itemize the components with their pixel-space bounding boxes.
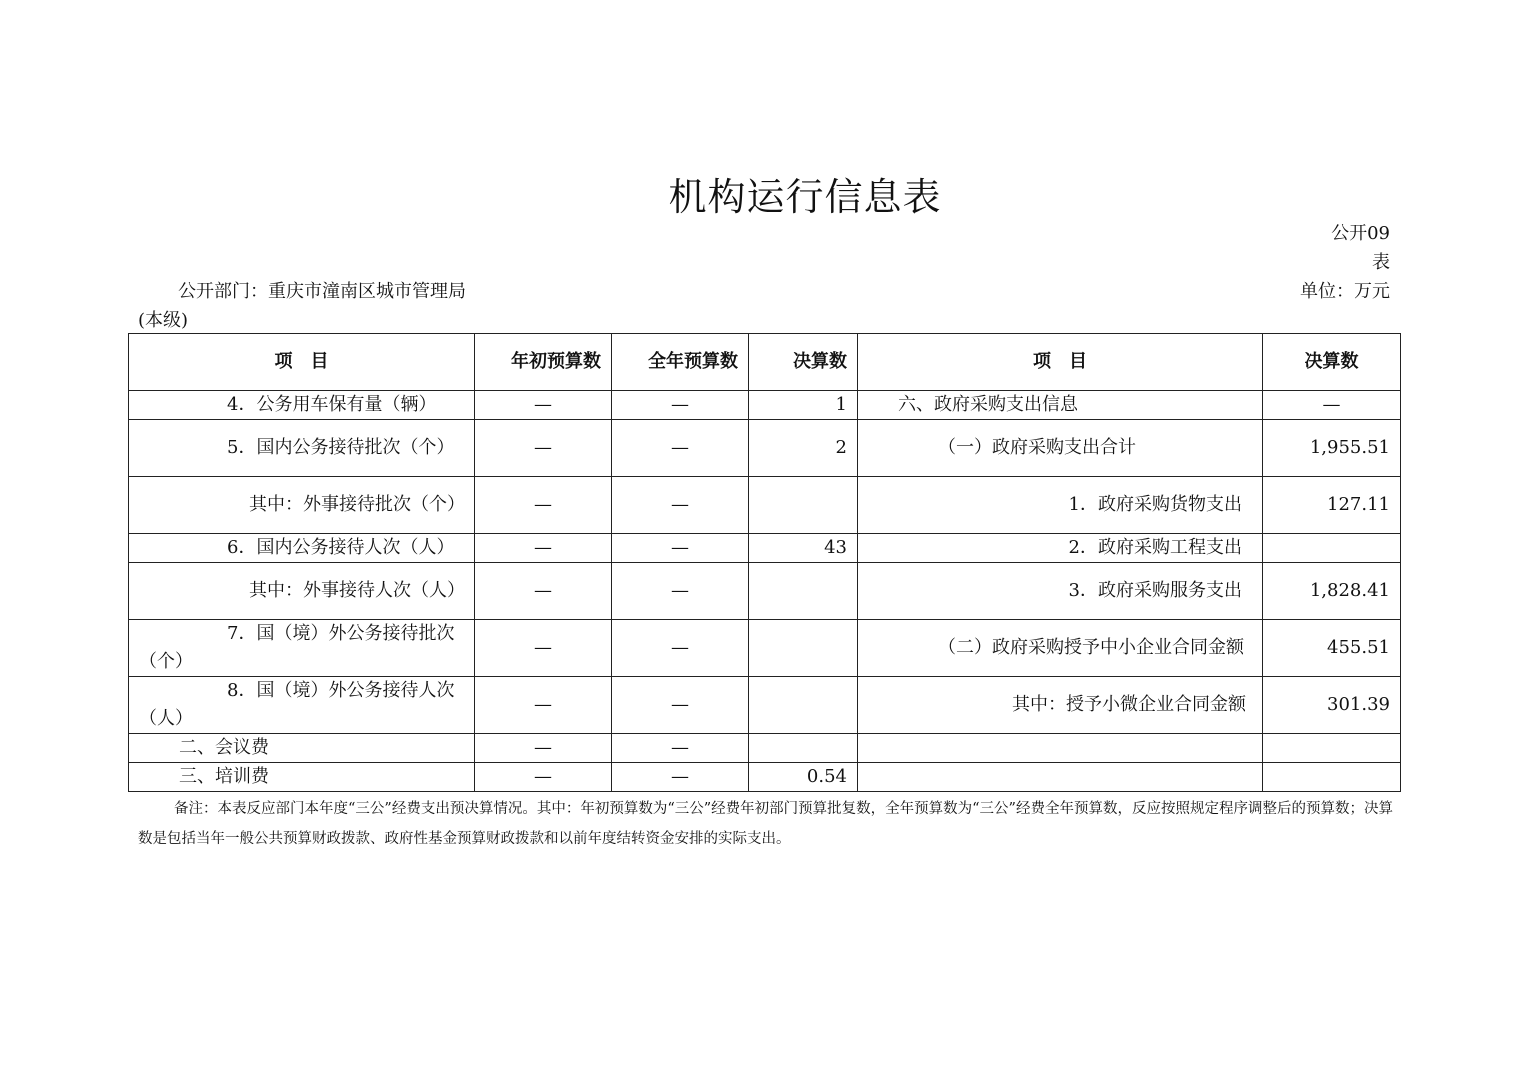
form-number: 公开09表 [1331, 223, 1390, 273]
row-item-left: 其中：外事接待人次（人） [129, 563, 475, 620]
row-final-left: 2 [749, 420, 858, 477]
row-final-left: 1 [749, 391, 858, 420]
row-budget-full: — [612, 534, 749, 563]
row-final-right: 1,955.51 [1263, 420, 1401, 477]
row-final-left: 43 [749, 534, 858, 563]
row-item-left: 4．公务用车保有量（辆） [129, 391, 475, 420]
row-item-left: 6．国内公务接待人次（人） [129, 534, 475, 563]
table-row [129, 763, 1401, 792]
row-item-right: 其中：授予小微企业合同金额 [858, 677, 1263, 734]
row-final-left [749, 734, 858, 763]
row-final-left [749, 563, 858, 620]
row-final-right: 301.39 [1263, 677, 1401, 734]
row-final-right: 1,828.41 [1263, 563, 1401, 620]
header-budget-initial: 年初预算数 [475, 334, 612, 391]
row-final-right [1263, 734, 1401, 763]
row-item-right [858, 763, 1263, 792]
row-item-right: （二）政府采购授予中小企业合同金额 [858, 620, 1263, 677]
row-final-left [749, 620, 858, 677]
row-item-right [858, 734, 1263, 763]
row-item-left: 7．国（境）外公务接待批次（个） [129, 620, 475, 677]
table-row [129, 620, 1401, 677]
row-budget-initial: — [475, 563, 612, 620]
row-final-right: 455.51 [1263, 620, 1401, 677]
row-final-right [1263, 534, 1401, 563]
row-budget-initial: — [475, 677, 612, 734]
row-budget-full: — [612, 677, 749, 734]
table-row [129, 677, 1401, 734]
info-table [128, 333, 1401, 792]
row-item-right: 六、政府采购支出信息 [858, 391, 1263, 420]
row-item-left: 二、会议费 [129, 734, 475, 763]
row-budget-full: — [612, 620, 749, 677]
department-label: 公开部门：重庆市潼南区城市管理局(本级) [138, 281, 466, 331]
row-item-right: （一）政府采购支出合计 [858, 420, 1263, 477]
table-row [129, 534, 1401, 563]
row-budget-initial: — [475, 477, 612, 534]
header-item-right: 项 目 [858, 334, 1263, 391]
row-budget-full: — [612, 477, 749, 534]
row-item-right: 2．政府采购工程支出 [858, 534, 1263, 563]
row-item-left: 三、培训费 [129, 763, 475, 792]
row-budget-full: — [612, 734, 749, 763]
row-item-left: 8．国（境）外公务接待人次（人） [129, 677, 475, 734]
row-budget-initial: — [475, 734, 612, 763]
row-budget-full: — [612, 563, 749, 620]
row-item-left: 5．国内公务接待批次（个） [129, 420, 475, 477]
row-item-right: 3．政府采购服务支出 [858, 563, 1263, 620]
table-row [129, 734, 1401, 763]
unit-label: 单位：万元 [1300, 281, 1390, 302]
row-final-right: — [1263, 391, 1401, 420]
table-row [129, 563, 1401, 620]
header-final-right: 决算数 [1263, 334, 1401, 391]
page-title: 机构运行信息表 [668, 175, 942, 219]
row-final-right: 127.11 [1263, 477, 1401, 534]
header-final-left: 决算数 [749, 334, 858, 391]
footnote: 备注：本表反应部门本年度“三公”经费支出预决算情况。其中：年初预算数为“三公”经费年初部门预算批复数，全年预算数为“三公”经费全年预算数，反应按照规定程序调整后的预算数；决算数是包括当年一般公共预算财政拨款、政府性基金预算财政拨款和以前年度结转资金安排的实际支出。 [138, 801, 1393, 847]
table-row [129, 391, 1401, 420]
table-header-row [129, 334, 1401, 391]
row-budget-initial: — [475, 420, 612, 477]
table-row [129, 477, 1401, 534]
header-item-left: 项 目 [129, 334, 475, 391]
row-budget-full: — [612, 391, 749, 420]
row-item-left: 其中：外事接待批次（个） [129, 477, 475, 534]
row-budget-initial: — [475, 391, 612, 420]
header-budget-full: 全年预算数 [612, 334, 749, 391]
row-budget-initial: — [475, 534, 612, 563]
row-final-left: 0.54 [749, 763, 858, 792]
row-final-left [749, 677, 858, 734]
row-final-left [749, 477, 858, 534]
row-budget-full: — [612, 763, 749, 792]
table-row [129, 420, 1401, 477]
row-final-right [1263, 763, 1401, 792]
row-item-right: 1．政府采购货物支出 [858, 477, 1263, 534]
row-budget-initial: — [475, 763, 612, 792]
row-budget-initial: — [475, 620, 612, 677]
row-budget-full: — [612, 420, 749, 477]
